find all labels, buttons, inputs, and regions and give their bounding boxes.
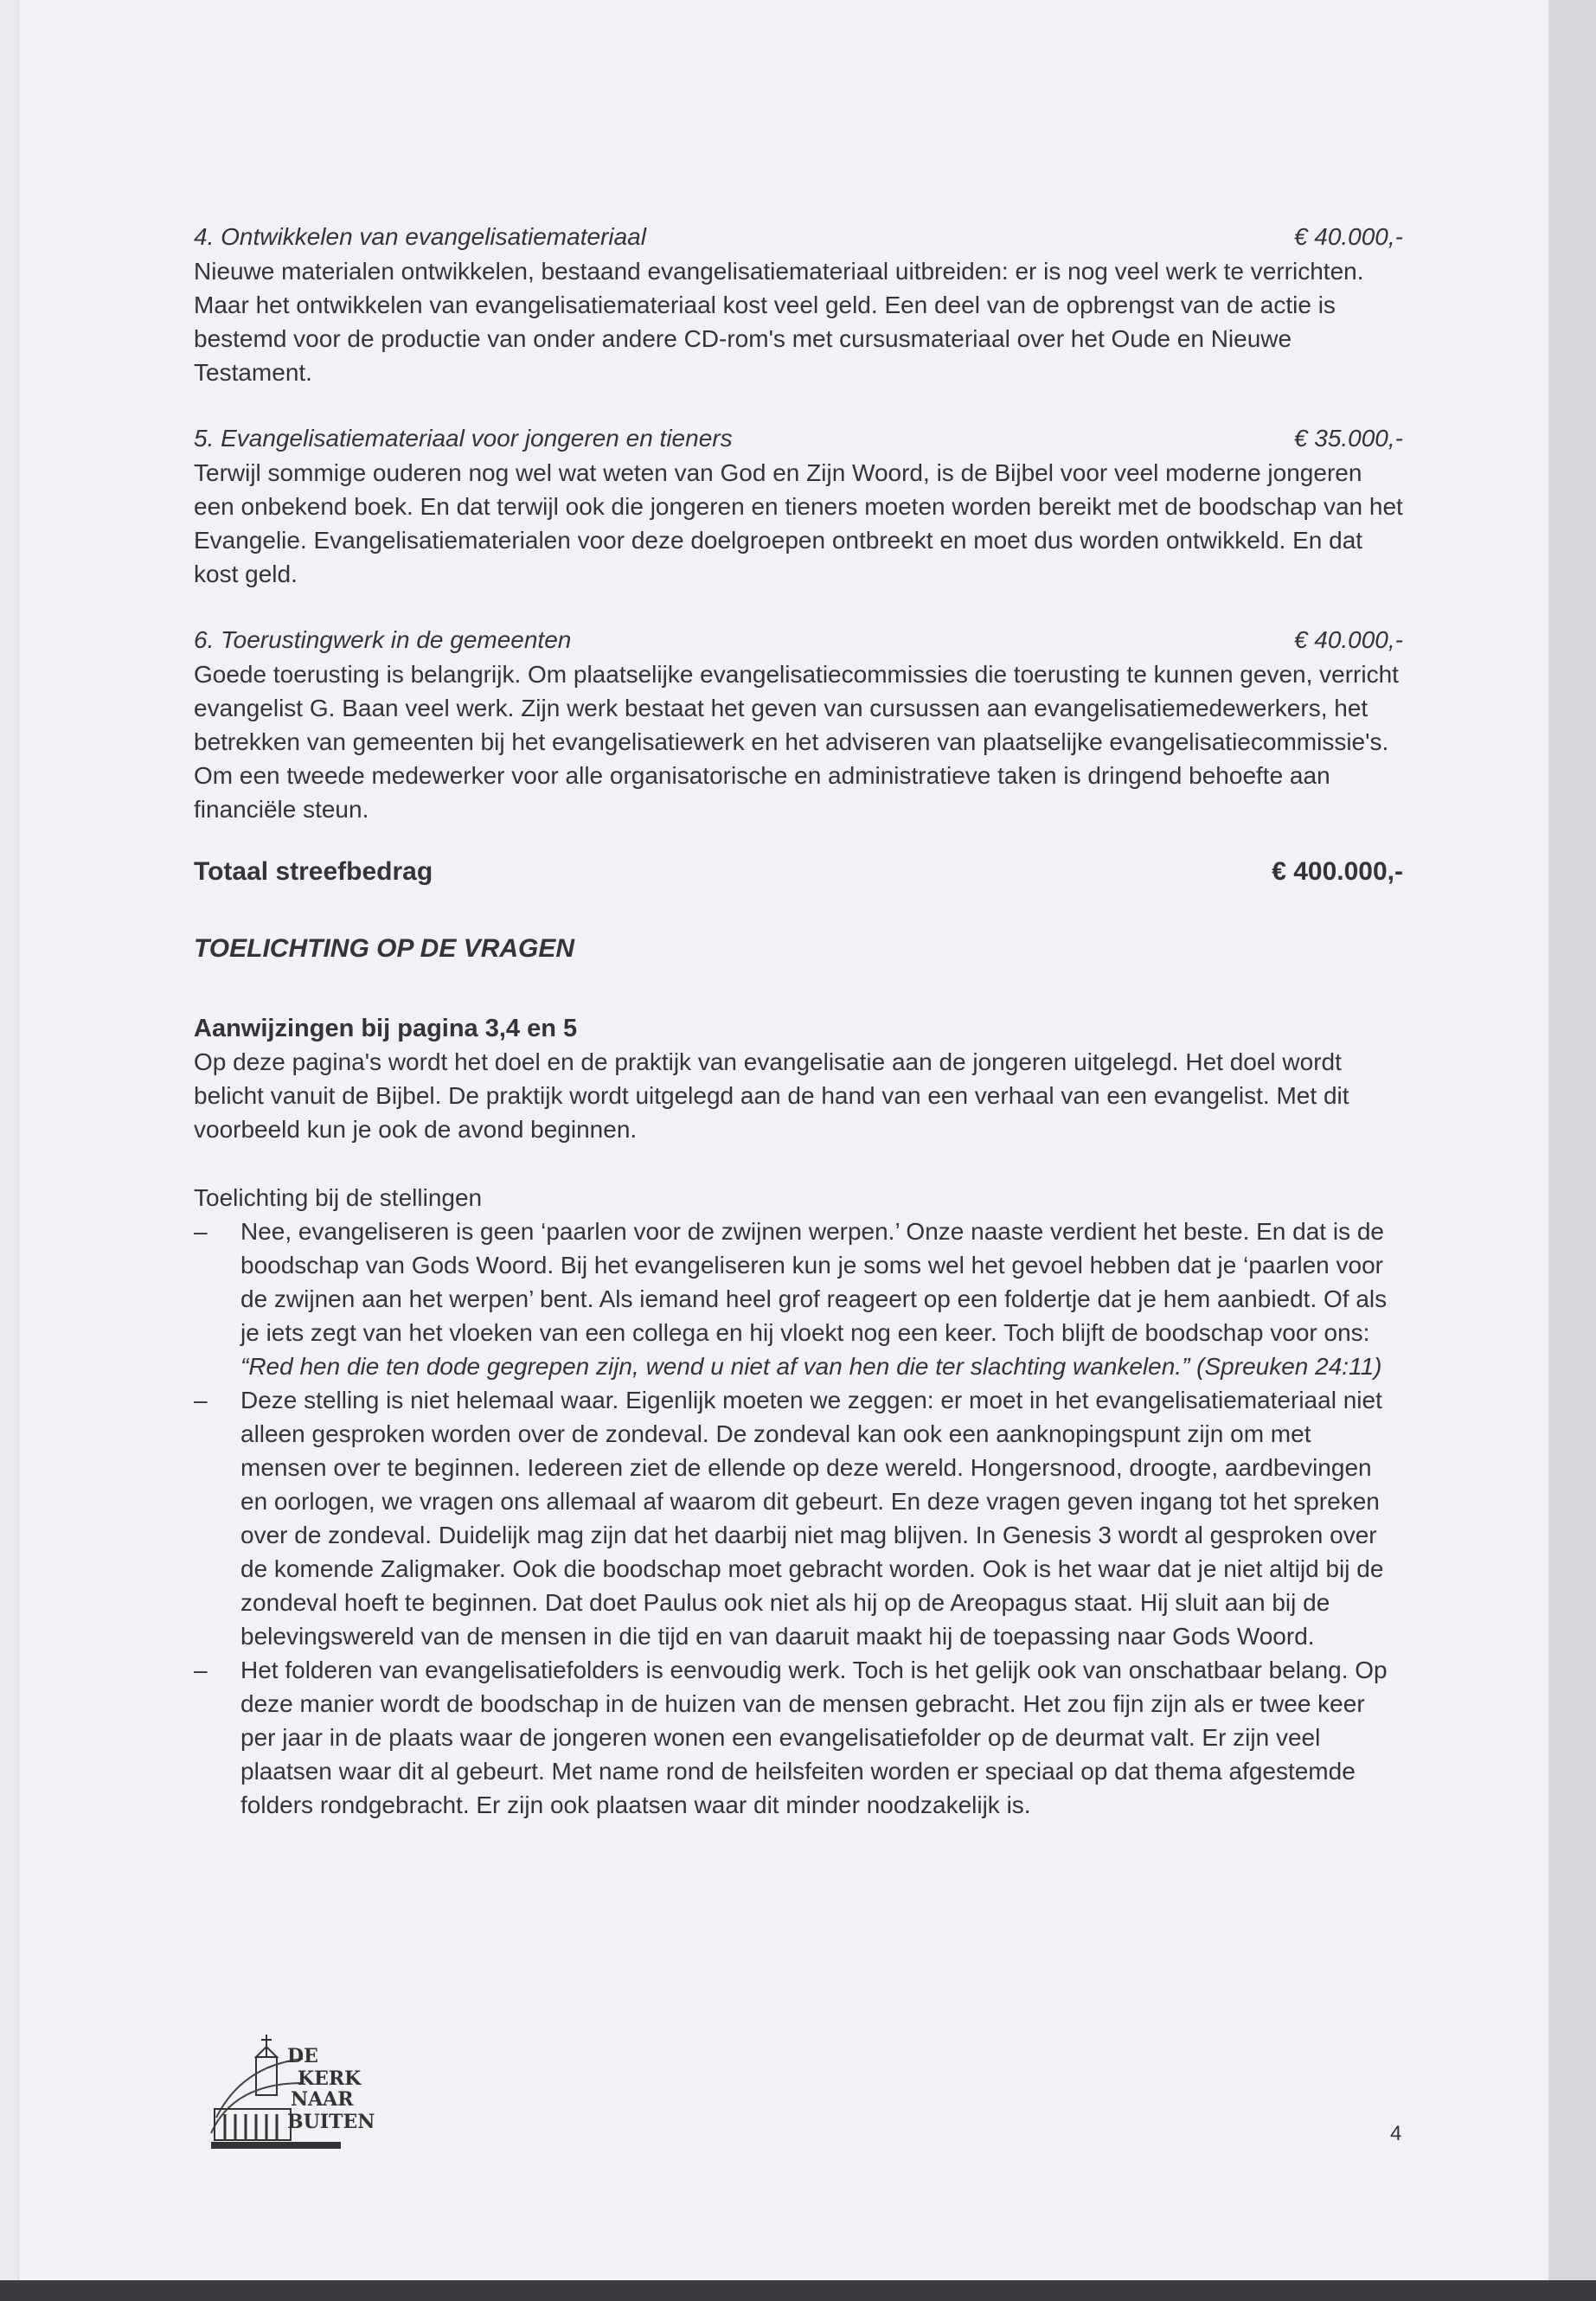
page-content <box>194 220 1403 1822</box>
aanwijzingen-heading: Aanwijzingen bij pagina 3,4 en 5 <box>194 1015 578 1042</box>
total-amount: € 400.000,- <box>1272 857 1403 886</box>
church-icon <box>208 2031 389 2150</box>
section-amount: € 40.000,- <box>1293 626 1403 653</box>
scan-edge <box>1548 0 1596 2301</box>
section-heading-row <box>194 623 1403 657</box>
stelling-text: Het folderen van evangelisatiefolders is eenvoudig werk. Toch is het gelijk ook van onschatbaar belang. Op deze manier wordt de boodschap in de huizen van de mensen gebracht. Het zou fijn zijn als er twee keer per jaar in de plaats waar de jongeren wonen een evangelisatiefolder op de deurmat valt. Er zijn veel plaatsen waar dit al gebeurt. Met name rond de heilsfeiten worden er speciaal op dat thema afgestemde folders rondgebracht. Er zijn ook plaatsen waar dit minder noodzakelijk is. <box>240 1657 1388 1818</box>
logo-line-2: KERK <box>298 2067 362 2090</box>
section-heading-row <box>194 220 1403 254</box>
logo-line-3: NAAR <box>291 2088 354 2111</box>
stellingen-title: Toelichting bij de stellingen <box>194 1184 483 1211</box>
bullet-dash: – <box>194 1657 208 1683</box>
stellingen-list <box>194 1215 1403 1822</box>
kerk-naar-buiten-logo <box>208 2031 389 2150</box>
bullet-dash: – <box>194 1387 208 1413</box>
section-heading: 5. Evangelisatiemateriaal voor jongeren en tieners <box>194 425 733 452</box>
section-amount: € 40.000,- <box>1293 223 1403 250</box>
bullet-dash: – <box>194 1218 208 1245</box>
section-text: Nieuwe materialen ontwikkelen, bestaand evangelisatiemateriaal uitbreiden: er is nog veel werk te verrichten. Maar het ontwikkelen van evangelisatiemateriaal kost veel geld. Een deel van de opbrengst van de actie is bestemd voor de productie van onder andere CD-rom's met cursusmateriaal over het Oude en Nieuwe Testament. <box>194 258 1364 386</box>
section-heading-row <box>194 421 1403 456</box>
section-4 <box>194 220 1403 389</box>
aanwijzingen-text: Op deze pagina's wordt het doel en de praktijk van evangelisatie aan de jongeren uitgelegd. Het doel wordt belicht vanuit de Bijbel. De praktijk wordt uitgelegd aan de hand van een verhaal van een evangelist. Met dit voorbeeld kun je ook de avond beginnen. <box>194 1048 1349 1143</box>
stelling-quote: “Red hen die ten dode gegrepen zijn, wend u niet af van hen die ter slachting wankelen.” (Spreuken 24:11) <box>240 1353 1382 1380</box>
toelichting-heading: TOELICHTING OP DE VRAGEN <box>194 934 575 963</box>
section-amount: € 35.000,- <box>1293 425 1403 452</box>
section-text: Goede toerusting is belangrijk. Om plaatselijke evangelisatiecommissies die toerusting te kunnen geven, verricht evangelist G. Baan veel werk. Zijn werk bestaat het geven van cursussen aan evangelisatiemedewerkers, het betrekken van gemeenten bij het evangelisatiewerk en het adviseren van plaatselijke evangelisatiecommissie's. Om een tweede medewerker voor alle organisatorische en administratieve taken is dringend behoefte aan financiële steun. <box>194 661 1399 823</box>
stelling-text: Nee, evangeliseren is geen ‘paarlen voor de zwijnen werpen.’ Onze naaste verdient het beste. En dat is de boodschap van Gods Woord. Bij het evangeliseren kun je soms wel het gevoel hebben dat je ‘paarlen voor de zwijnen aan het werpen’ bent. Als iemand heel grof reageert op een foldertje dat je hem aanbiedt. Of als je iets zegt van het vloeken van een collega en hij vloekt nog een keer. Toch blijft de boodschap voor ons: <box>240 1218 1388 1346</box>
stelling-text: Deze stelling is niet helemaal waar. Eigenlijk moeten we zeggen: er moet in het evangelisatiemateriaal niet alleen gesproken worden over de zondeval. De zondeval kan ook een aanknopingspunt zijn om met mensen over te beginnen. Iedereen ziet de ellende op deze wereld. Hongersnood, droogte, aardbevingen en oorlogen, we vragen ons allemaal af waarom dit gebeurt. En deze vragen geven ingang tot het spreken over de zondeval. Duidelijk mag zijn dat het daarbij niet mag blijven. In Genesis 3 wordt al gesproken over de komende Zaligmaker. Ook die boodschap moet gebracht worden. Ook is het waar dat je niet altijd bij de zondeval hoeft te beginnen. Dat doet Paulus ook niet als hij op de Areopagus staat. Hij sluit aan bij de belevingswereld van de mensen in die tijd en van daaruit maakt hij de toepassing naar Gods Woord. <box>240 1387 1384 1650</box>
section-heading: 6. Toerustingwerk in de gemeenten <box>194 626 572 653</box>
list-item <box>194 1653 1403 1822</box>
total-row <box>194 855 1403 889</box>
section-5 <box>194 421 1403 591</box>
total-label: Totaal streefbedrag <box>194 857 433 886</box>
section-heading: 4. Ontwikkelen van evangelisatiemateriaal <box>194 223 646 250</box>
page-number: 4 <box>1390 2122 1402 2145</box>
section-text: Terwijl sommige ouderen nog wel wat weten van God en Zijn Woord, is de Bijbel voor veel moderne jongeren een onbekend boek. En dat terwijl ook die jongeren en tieners moeten worden bereikt met de boodschap van het Evangelie. Evangelisatiematerialen voor deze doelgroepen ontbreekt en moet dus worden ontwikkeld. En dat kost geld. <box>194 459 1403 587</box>
list-item <box>194 1383 1403 1653</box>
scan-bottom-edge <box>0 2280 1596 2301</box>
section-6 <box>194 623 1403 826</box>
list-item <box>194 1215 1403 1383</box>
logo-line-4: BUITEN <box>287 2111 375 2133</box>
logo-line-1: DE <box>287 2045 318 2067</box>
